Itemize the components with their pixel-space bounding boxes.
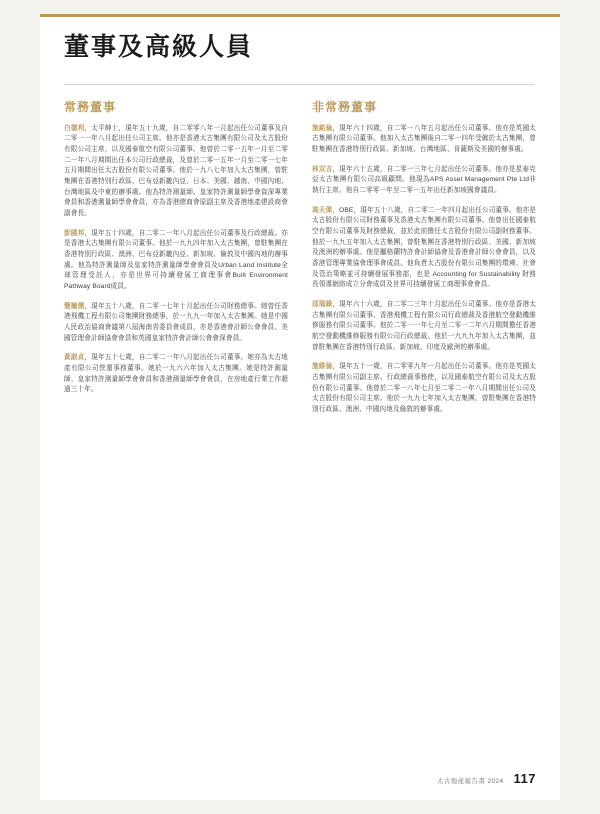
director-name: 白德利 [64, 124, 85, 132]
director-entry [312, 362, 536, 415]
director-entry [64, 124, 288, 220]
director-entry [64, 302, 288, 345]
director-entry [312, 206, 536, 291]
director-entry [312, 300, 536, 353]
page-content [40, 14, 560, 800]
content-columns [64, 100, 536, 425]
director-name: 施銘倫 [312, 124, 333, 132]
director-bio: ，現年五十一歲，自二零零九年一月起出任公司董事。他亦是英國太古集團有限公司副主席、行政總裁事務使，以及國泰航空有限公司及太古股份有限公司董事。他曾於二零一八年七月至二零二一年八月期間出任公司及太古股份有限公司主席。他於一九九七年加入太古集團，曾駐集團在香港特別行政區、澳洲、中國內地及倫敦的辦事處。 [312, 363, 537, 414]
director-entry [64, 353, 288, 396]
director-name: 邵瑞錄 [312, 301, 333, 308]
page-title-wrap [64, 32, 524, 62]
section-heading-executive: 常務董事 [64, 100, 117, 114]
director-name: 馮天偉 [312, 206, 333, 214]
director-entry [312, 165, 536, 197]
top-gold-rule [40, 14, 560, 17]
footer-source: 太古地產報告書 2024 [436, 778, 504, 785]
director-bio: ，太平紳士，現年五十九歲，自二零零八年一月起出任公司董事及自二零一一年八月起出任公司主席。他亦是香港太古集團有限公司及太古股份有限公司主席，以及國泰航空有限公司董事。他曾於二零一五年一月至二零二一年八月期間出任本公司行政總裁，及曾於二零一五年一月至二零一七年五月期間出任太古股份有限公司董事。他於一九八七年加入太古集團，曾駐集團在香港特別行政區、巴布亞新畿內亞、日本、美國、越南、中國內地、台灣地區及中東的辦事處。他為特許測量師、皇家特許測量師學會資深專業會員和香港測量師學會會員，亦為香港總商會原副主席及香港地產建設商會副會長。 [64, 124, 289, 217]
director-name: 彭國邦 [64, 229, 85, 237]
director-name: 簡寵儒 [64, 302, 85, 310]
column-executive-directors [64, 100, 288, 425]
director-bio: ，現年六十五歲，自二零一三年七月起出任公司董事。他亦是星泰克亞太古集團有限公司高級顧問。他現為APS Asset Management Pte Ltd非執行主席。他自二零零一年至二零一五年出任新加坡國會議員。 [312, 165, 537, 194]
director-bio: ，現年五十七歲，自二零二一年八月起出任公司董事。她亦為太古地產有限公司營運事務董事。她於一九六六年加入太古集團。她是特許測量師、皇家特許測量師學會會員和香港測量師學會會員，在房地產行業工作超過三十年。 [64, 354, 289, 394]
director-bio: ，現年五十八歲，自二零一七年十月起出任公司財務總事。她曾任香港飛機工程有限公司集團財務總事，於一九九一年加入太古集團。她是中國人民政治協商會議第八屆海南省委員會成員，亦是香港會計師公會會員、美國管理會計師協會會員和英國皇家特許會計師公會會深會員。 [64, 302, 289, 342]
director-name: 林双吉 [312, 165, 333, 173]
section-heading-non-executive: 非常務董事 [312, 100, 378, 114]
director-name: 黃淑貞 [64, 354, 85, 362]
director-entry [64, 229, 288, 293]
director-bio: ，現年六十六歲，自二零二三年十月起出任公司董事。他亦是香港太古集團有限公司董事、香港飛機工程有限公司行政總裁及香港航空發動機維修服務有限公司董事。他於二零一一年七月至二零一二年六月期間擔任香港航空發動機維修服務有限公司行政總裁。他於一九九九年加入太古集團，並曾駐集團在香港特別行政區、新加坡、印度及歐洲的辦事處。 [312, 301, 537, 351]
director-entry [312, 124, 536, 156]
director-bio: ，現年五十四歲，自二零二一年八月起出任公司董事及行政總裁。亦是香港太古集團有限公司董事。他於一九九四年加入太古集團，曾駐集團在香港特別行政區、澳洲、巴布亞新畿內亞、新加坡、倫敦及中國內地的辦事處。他為特許測量師及皇家特許測量師學會會員及Urban Land Institute全球管理受託人，亦是世界可持續發展工商理事會Built Environment Pathway Board成員。 [64, 229, 289, 290]
title-divider [64, 84, 534, 85]
director-name: 施維倫 [312, 363, 333, 371]
page-footer [64, 771, 536, 786]
director-bio: ，OBE，現年五十八歲，自二零二一年四月起出任公司董事。他亦是太古股份有限公司財務董事及香港太古集團有限公司董事。他曾出任國泰航空有限公司董事及財務總裁，並於此前擔任太古股份有限公司副財務董事。他於一九九五年加入太古集團，曾駐集團在香港特別行政區、美國、新加坡及澳洲的辦事處。他是屬格蘭特許會計師協會及香港會計師公會會員，以及香港管理專業協會理事會成員。他負責太古股份有限公司集團的環境、社會及管治策略並可持續發展事務部，也是 Accounting for Sustainability 財務長領導網絡成立分會成員及世界可持續發展工商理事會會員。 [312, 206, 537, 289]
page-number: 117 [513, 771, 536, 786]
page-title: 董事及高級人員 [64, 33, 254, 61]
column-non-executive-directors [312, 100, 536, 425]
director-bio: ，現年六十四歲，自二零一八年五月起出任公司董事。他亦是英國太古集團有限公司董事。他加入太古集團後自二零一四年受僱於太古集團，曾駐集團在香港特別行政區、新加坡、台灣地區、肯薩斯及美國的辦事處。 [312, 124, 537, 153]
